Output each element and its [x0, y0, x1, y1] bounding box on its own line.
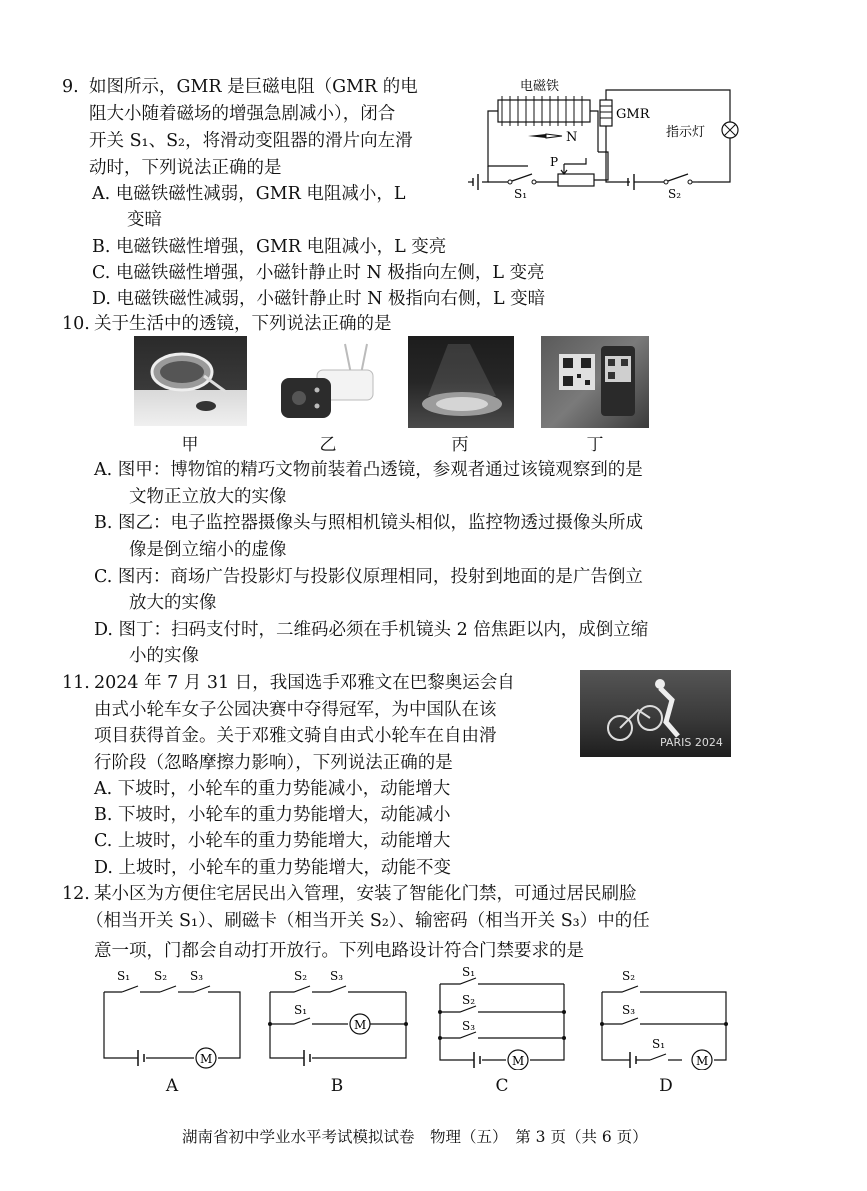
- question-number: 9.: [62, 77, 79, 97]
- question-stem-line: 如图所示，GMR 是巨磁电阻（GMR 的电: [89, 77, 418, 97]
- svg-text:指示灯: 指示灯: [666, 125, 706, 140]
- switch-icon: [194, 986, 210, 992]
- figure-label: 甲: [181, 435, 199, 455]
- option-a-cont: 变暗: [92, 210, 162, 230]
- figure-label: 丁: [586, 435, 604, 455]
- question-number: 11.: [62, 673, 90, 693]
- option-c: C. 上坡时，小轮车的重力势能增大，动能增大: [94, 831, 451, 851]
- option-c-label: C: [495, 1076, 509, 1096]
- svg-text:S₁: S₁: [117, 969, 131, 983]
- electromagnet-core: [498, 100, 590, 122]
- svg-text:M: M: [200, 1052, 213, 1066]
- photo-bing-projector: [408, 336, 514, 428]
- option-b: B. 下坡时，小轮车的重力势能增大，动能减小: [94, 805, 451, 825]
- option-b: B. 图乙：电子监控器摄像头与照相机镜头相似，监控物透过摄像头所成: [94, 513, 643, 533]
- photo-bmx-rider: [580, 670, 731, 757]
- option-d: D. 图丁：扫码支付时，二维码必须在手机镜头 2 倍焦距以内，成倒立缩: [94, 620, 649, 640]
- svg-text:P: P: [550, 155, 559, 169]
- question-stem-line: 项目获得首金。关于邓雅文骑自由式小轮车在自由滑: [94, 726, 497, 746]
- rheostat-icon: [558, 174, 594, 186]
- switch-icon: [122, 986, 138, 992]
- circuit-d-diagram: [596, 966, 736, 1070]
- option-a-cont: 文物正立放大的实像: [94, 487, 287, 507]
- option-b-cont: 像是倒立缩小的虚像: [94, 540, 287, 560]
- paris-2024-text: PARIS 2024: [660, 736, 723, 749]
- question-stem-line: 开关 S₁、S₂，将滑动变阻器的滑片向左滑: [89, 131, 413, 151]
- question-stem-line: 行阶段（忽略摩擦力影响），下列说法正确的是: [94, 753, 453, 773]
- qr-code-icon: [541, 336, 649, 428]
- svg-text:S₃: S₃: [330, 969, 344, 983]
- question-number: 10.: [62, 314, 90, 334]
- electromagnet-gmr-circuit-diagram: [468, 74, 750, 202]
- question-stem-line: 2024 年 7 月 31 日，我国选手邓雅文在巴黎奥运会自: [94, 673, 515, 693]
- svg-text:S₂: S₂: [668, 187, 682, 201]
- switch-s1-icon: [512, 174, 532, 181]
- question-stem-line: 由式小轮车女子公园决赛中夺得冠军，为中国队在该: [94, 700, 497, 720]
- electromagnet-label: 电磁铁: [520, 79, 560, 94]
- camera-icon: [275, 340, 381, 428]
- option-a-label: A: [165, 1076, 179, 1096]
- figure-label: 乙: [319, 435, 337, 455]
- compass-needle-icon: [528, 134, 546, 138]
- svg-text:S₂: S₂: [622, 969, 636, 983]
- question-stem-line: 意一项，门都会自动打开放行。下列电路设计符合门禁要求的是: [94, 941, 584, 961]
- switch-icon: [160, 986, 176, 992]
- svg-text:S₂: S₂: [294, 969, 308, 983]
- option-c: C. 电磁铁磁性增强，小磁针静止时 N 极指向左侧，L 变亮: [92, 263, 545, 283]
- svg-text:S₂: S₂: [154, 969, 168, 983]
- option-d-cont: 小的实像: [94, 646, 199, 666]
- photo-jia-magnifier: [134, 336, 247, 426]
- magnifier-icon: [134, 336, 247, 426]
- option-c: C. 图丙：商场广告投影灯与投影仪原理相同，投射到地面的是广告倒立: [94, 567, 643, 587]
- svg-text:M: M: [512, 1054, 525, 1068]
- svg-text:M: M: [696, 1054, 709, 1068]
- svg-text:S₁: S₁: [462, 966, 476, 979]
- option-a: A. 图甲：博物馆的精巧文物前装着凸透镜，参观者通过该镜观察到的是: [94, 460, 643, 480]
- gmr-resistor-icon: [600, 100, 612, 126]
- svg-text:GMR: GMR: [616, 107, 650, 122]
- figure-label: 丙: [451, 435, 469, 455]
- option-a: A. 下坡时，小轮车的重力势能减小，动能增大: [94, 779, 451, 799]
- projection-icon: [408, 336, 514, 428]
- svg-text:S₁: S₁: [294, 1003, 308, 1017]
- battery-icon: [473, 174, 478, 190]
- svg-text:M: M: [354, 1018, 367, 1032]
- circuit-a-diagram: [98, 966, 248, 1070]
- photo-yi-security-camera: [275, 340, 381, 428]
- svg-text:S₁: S₁: [652, 1037, 666, 1051]
- circuit-c-diagram: [434, 966, 574, 1070]
- option-d: D. 电磁铁磁性减弱，小磁针静止时 N 极指向右侧，L 变暗: [92, 289, 546, 309]
- page-footer: 湖南省初中学业水平考试模拟试卷 物理（五） 第 3 页（共 6 页）: [182, 1128, 648, 1146]
- option-c-cont: 放大的实像: [94, 593, 217, 613]
- svg-text:S₃: S₃: [462, 1019, 476, 1033]
- svg-text:S₂: S₂: [462, 993, 476, 1007]
- question-stem-line: 动时，下列说法正确的是: [89, 158, 282, 178]
- option-b-label: B: [330, 1076, 344, 1096]
- svg-text:S₃: S₃: [190, 969, 204, 983]
- svg-text:N: N: [566, 130, 578, 145]
- option-a: A. 电磁铁磁性减弱，GMR 电阻减小，L: [92, 184, 406, 204]
- switch-s2-icon: [668, 174, 688, 181]
- question-stem: 关于生活中的透镜，下列说法正确的是: [94, 314, 392, 334]
- battery-icon: [138, 1050, 144, 1066]
- circuit-b-diagram: [264, 966, 414, 1070]
- option-d-label: D: [659, 1076, 673, 1096]
- option-d: D. 上坡时，小轮车的重力势能增大，动能不变: [94, 858, 452, 878]
- svg-text:S₁: S₁: [514, 187, 528, 201]
- photo-ding-qr-scan: [541, 336, 649, 428]
- option-b: B. 电磁铁磁性增强，GMR 电阻减小，L 变亮: [92, 237, 447, 257]
- question-number: 12.: [62, 884, 90, 904]
- question-stem-line: 某小区为方便住宅居民出入管理，安装了智能化门禁，可通过居民刷脸: [94, 884, 637, 904]
- svg-text:S₃: S₃: [622, 1003, 636, 1017]
- question-stem-line: （相当开关 S₁）、刷磁卡（相当开关 S₂）、输密码（相当开关 S₃）中的任: [86, 911, 650, 931]
- question-stem-line: 阻大小随着磁场的增强急剧减小），闭合: [89, 104, 396, 124]
